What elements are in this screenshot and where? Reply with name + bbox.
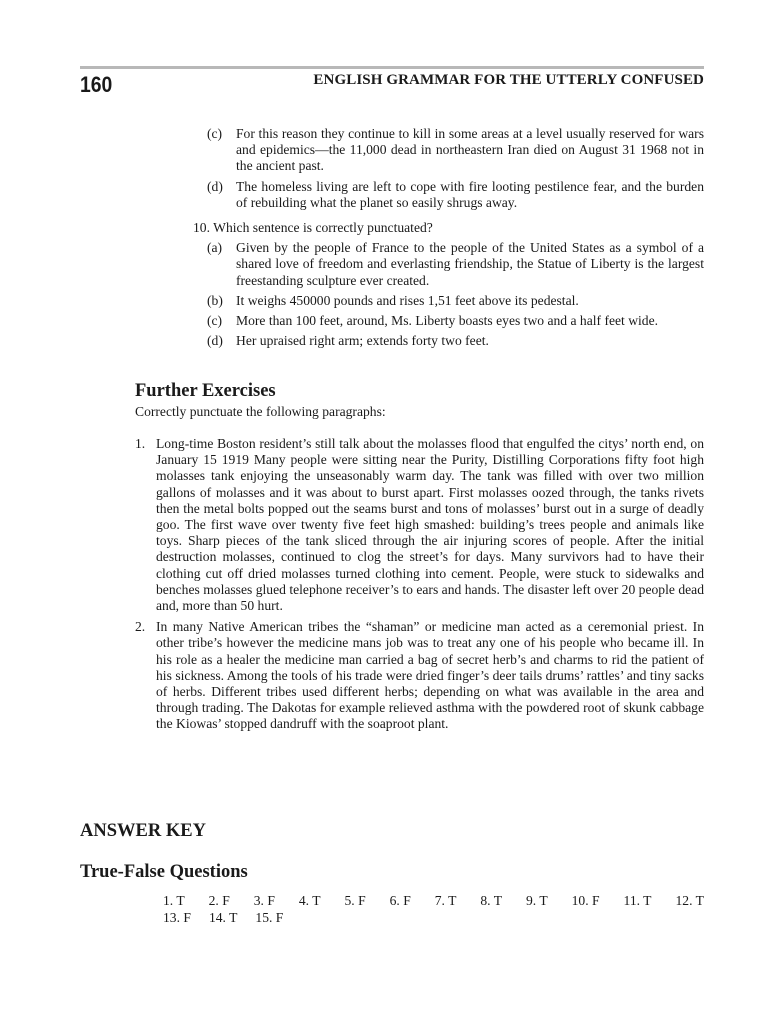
true-false-heading: True-False Questions — [80, 862, 248, 882]
paragraph-number: 2. — [135, 619, 146, 635]
answer-item: 12. T — [675, 893, 704, 908]
option-a — [207, 240, 704, 289]
question-prompt — [166, 220, 704, 236]
answer-item: 9. T — [526, 893, 548, 908]
question-options — [207, 240, 704, 349]
option-text: Her upraised right arm; extends forty two feet. — [236, 333, 489, 349]
exercise-paragraphs — [135, 436, 704, 738]
question-10 — [166, 220, 704, 353]
exercise-paragraph-2 — [135, 619, 704, 732]
continued-options — [207, 126, 704, 215]
further-exercises-heading: Further Exercises — [135, 381, 276, 401]
paragraph-text: Long-time Boston resident’s still talk about the molasses flood that engulfed the citys’ north end, on January 15 1919 Many people were sitting near the Purity, Distilling Corporations fifty foot high molasses tank enjoying the unseasonably warm day. The tank was filled with over two million gallons of molasses and it was about to burst apart. First molasses oozed through, the tanks rivets then the metal bolts popped out the seams burst and tons of molasses’ burst out in a surge of deadly goo. The first wave over twenty five feet high smashed: building’s trees people and animals like toys. Sharp pieces of the tank sliced through the air injuring scores of people. After the initial destruction molasses, continued to clog the street’s for days. Many survivors had to have their clothing cut off dried molasses turned clothing into cement. People, were stuck to sidewalks and benches molasses glued telephone receiver’s to ears and hands. The disaster left over 20 people dead and, more than 50 hurt. — [156, 436, 704, 614]
answer-item: 11. T — [623, 893, 652, 908]
answer-item: 10. F — [571, 893, 600, 908]
answer-item: 2. F — [208, 893, 230, 908]
answer-item: 14. T — [208, 910, 238, 925]
question-text: Which sentence is correctly punctuated? — [213, 220, 433, 235]
option-c — [207, 126, 704, 175]
option-d — [207, 179, 704, 211]
answer-item: 8. T — [480, 893, 503, 908]
option-text: Given by the people of France to the people of the United States as a symbol of a shared love of freedom and everlasting friendship, the Statue of Liberty is the largest freestanding sculpture ever created. — [236, 240, 704, 288]
exercise-paragraph-1 — [135, 436, 704, 614]
further-exercises-instruction: Correctly punctuate the following paragraphs: — [135, 404, 386, 419]
option-label: (a) — [207, 240, 223, 256]
answer-item: 3. F — [253, 893, 275, 908]
answer-key-heading: ANSWER KEY — [80, 821, 206, 841]
option-d — [207, 333, 704, 349]
answer-row-1 — [163, 892, 704, 909]
option-text: For this reason they continue to kill in some areas at a level usually reserved for wars and epidemics—the 11,000 dead in northeastern Iran died on August 31 1968 not in the ancient past. — [236, 126, 704, 174]
page-number: 160 — [80, 72, 113, 97]
question-number: 10. — [193, 220, 210, 235]
answer-item: 5. F — [344, 893, 366, 908]
option-text: More than 100 feet, around, Ms. Liberty boasts eyes two and a half feet wide. — [236, 313, 659, 329]
answer-item: 4. T — [298, 893, 321, 908]
option-b — [207, 293, 704, 309]
option-c — [207, 313, 704, 329]
option-label: (d) — [207, 178, 223, 194]
answer-list — [163, 892, 704, 926]
option-text: The homeless living are left to cope with fire looting pestilence fear, and the burden of rebuilding what the planet so easily shrugs away. — [236, 178, 704, 210]
answer-item: 6. F — [389, 893, 411, 908]
answer-item: 1. T — [163, 893, 185, 908]
option-text: It weighs 450000 pounds and rises 1,51 feet above its pedestal. — [236, 292, 579, 308]
answer-item: 7. T — [434, 893, 457, 908]
paragraph-number: 1. — [135, 436, 146, 451]
answer-item: 13. F — [163, 910, 191, 925]
paragraph-text: In many Native American tribes the “shaman” or medicine man acted as a ceremonial priest. In other tribe’s however the medicine mans job was to treat any one of his people who became ill. In his role as a healer the medicine man carried a bag of secret herb’s and charms to rid the patient of his sickness. Among the tools of his trade were dried finger’s deer tails drums’ rattles’ and tiny sacks of herbs. Different tribes used different herbs; depending on what was available in the area and through trading. The Dakotas for example relieved asthma with the powdered root of skunk cabbage the Kiowas’ stopped dandruff with the soaproot plant. — [156, 619, 704, 732]
answer-row-2 — [163, 909, 704, 926]
option-label: (c) — [207, 313, 223, 329]
running-title: ENGLISH GRAMMAR FOR THE UTTERLY CONFUSED — [313, 72, 704, 88]
answer-item: 15. F — [255, 910, 284, 925]
option-label: (b) — [207, 292, 223, 308]
header-rule — [80, 66, 704, 69]
option-label: (c) — [207, 126, 223, 141]
option-label: (d) — [207, 333, 223, 349]
